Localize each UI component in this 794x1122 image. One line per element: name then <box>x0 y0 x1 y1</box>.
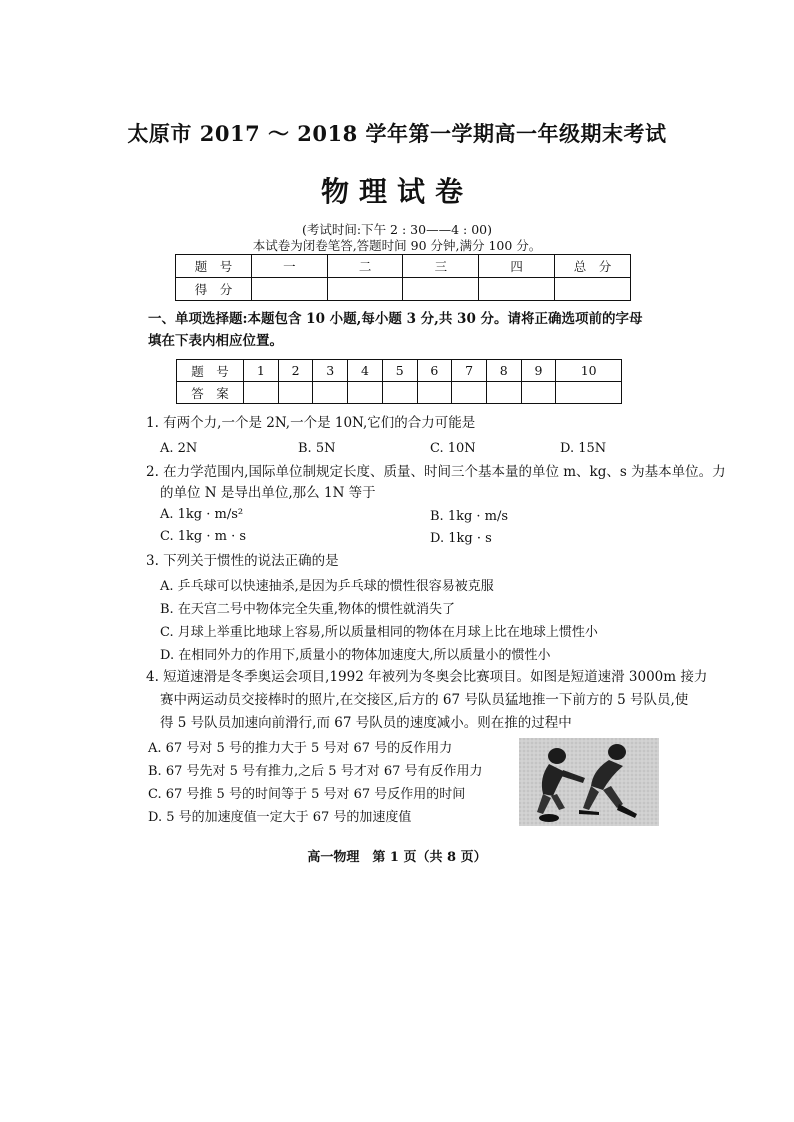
question-2-option-d: D. 1kg · s <box>430 531 492 546</box>
answer-cell[interactable] <box>521 382 556 404</box>
answer-header-cell: 4 <box>348 360 383 382</box>
answer-header-cell: 8 <box>486 360 521 382</box>
question-4-option-b: B. 67 号先对 5 号有推力,之后 5 号才对 67 号有反作用力 <box>148 764 483 779</box>
section-heading: 一、单项选择题:本题包含 10 小题,每小题 3 分,共 30 分。请将正确选项前的字母填在下表内相应位置。 <box>148 311 643 349</box>
score-table-header-row <box>176 255 631 278</box>
answer-header-cell: 2 <box>278 360 313 382</box>
score-header-cell: 一 <box>251 255 327 278</box>
answer-cell[interactable] <box>486 382 521 404</box>
question-4-stem-line-2: 赛中两运动员交接棒时的照片,在交接区,后方的 67 号队员猛地推一下前方的 5 号队员,使 <box>160 692 689 708</box>
score-cell[interactable] <box>479 278 555 301</box>
score-cell[interactable] <box>554 278 630 301</box>
question-3-option-b: B. 在天宫二号中物体完全失重,物体的惯性就消失了 <box>160 602 455 617</box>
answer-row-label: 答 案 <box>177 382 244 404</box>
score-header-cell: 四 <box>479 255 555 278</box>
question-2-stem-line-2: 的单位 N 是导出单位,那么 1N 等于 <box>160 485 376 501</box>
answer-table-header-row <box>177 360 622 382</box>
answer-cell[interactable] <box>244 382 279 404</box>
score-cell[interactable] <box>327 278 403 301</box>
answer-cell[interactable] <box>417 382 452 404</box>
score-table-row <box>176 278 631 301</box>
question-4-option-d: D. 5 号的加速度值一定大于 67 号的加速度值 <box>148 810 412 825</box>
answer-header-cell: 5 <box>382 360 417 382</box>
exam-note: 本试卷为闭卷笔答,答题时间 90 分钟,满分 100 分。 <box>252 238 542 253</box>
answer-header-cell: 10 <box>556 360 622 382</box>
answer-header-cell: 题 号 <box>177 360 244 382</box>
score-row-label: 得 分 <box>176 278 252 301</box>
answer-cell[interactable] <box>556 382 622 404</box>
question-1-option-d: D. 15N <box>560 441 607 456</box>
question-2-option-a: A. 1kg · m/s² <box>160 507 244 522</box>
question-3-option-c: C. 月球上举重比地球上容易,所以质量相同的物体在月球上比在地球上惯性小 <box>160 625 598 640</box>
answer-header-cell: 7 <box>452 360 487 382</box>
score-cell[interactable] <box>403 278 479 301</box>
speed-skaters-photo <box>519 738 659 826</box>
question-4-stem-line-1: 4. 短道速滑是冬季奥运会项目,1992 年被列为冬奥会比赛项目。如图是短道速滑 3000m 接力 <box>146 669 708 685</box>
question-2-option-c: C. 1kg · m · s <box>160 529 247 544</box>
answer-header-cell: 3 <box>313 360 348 382</box>
answer-cell[interactable] <box>348 382 383 404</box>
question-2-option-b: B. 1kg · m/s <box>430 509 509 524</box>
question-3-stem: 3. 下列关于惯性的说法正确的是 <box>146 553 339 569</box>
answer-cell[interactable] <box>313 382 348 404</box>
exam-time: (考试时间:下午 2 : 30——4 : 00) <box>302 222 492 237</box>
question-1-option-a: A. 2N <box>160 441 198 456</box>
answer-header-cell: 1 <box>244 360 279 382</box>
answer-table-row <box>177 382 622 404</box>
question-3-option-a: A. 乒乓球可以快速抽杀,是因为乒乓球的惯性很容易被克服 <box>160 579 494 594</box>
question-4-option-a: A. 67 号对 5 号的推力大于 5 号对 67 号的反作用力 <box>148 741 453 756</box>
score-header-cell: 三 <box>403 255 479 278</box>
question-1-stem: 1. 有两个力,一个是 2N,一个是 10N,它们的合力可能是 <box>146 415 476 431</box>
answer-table <box>176 359 622 404</box>
page-footer: 高一物理 第 1 页（共 8 页） <box>307 850 487 865</box>
question-1-option-b: B. 5N <box>298 441 336 456</box>
question-3-option-d: D. 在相同外力的作用下,质量小的物体加速度大,所以质量小的惯性小 <box>160 648 551 663</box>
question-4-option-c: C. 67 号推 5 号的时间等于 5 号对 67 号反作用的时间 <box>148 787 466 802</box>
answer-header-cell: 6 <box>417 360 452 382</box>
score-cell[interactable] <box>251 278 327 301</box>
exam-title: 太原市 2017 ～ 2018 学年第一学期高一年级期末考试 <box>127 121 667 146</box>
answer-header-cell: 9 <box>521 360 556 382</box>
score-table <box>175 254 631 301</box>
question-1-option-c: C. 10N <box>430 441 476 456</box>
answer-cell[interactable] <box>382 382 417 404</box>
question-4-stem-line-3: 得 5 号队员加速向前滑行,而 67 号队员的速度减小。则在推的过程中 <box>160 715 572 731</box>
exam-subtitle: 物理试卷 <box>320 175 473 208</box>
answer-cell[interactable] <box>278 382 313 404</box>
score-header-cell: 二 <box>327 255 403 278</box>
score-header-cell: 总 分 <box>554 255 630 278</box>
question-2-stem-line-1: 2. 在力学范围内,国际单位制规定长度、质量、时间三个基本量的单位 m、kg、s 为基本单位。力 <box>146 464 726 480</box>
score-header-cell: 题 号 <box>176 255 252 278</box>
answer-cell[interactable] <box>452 382 487 404</box>
